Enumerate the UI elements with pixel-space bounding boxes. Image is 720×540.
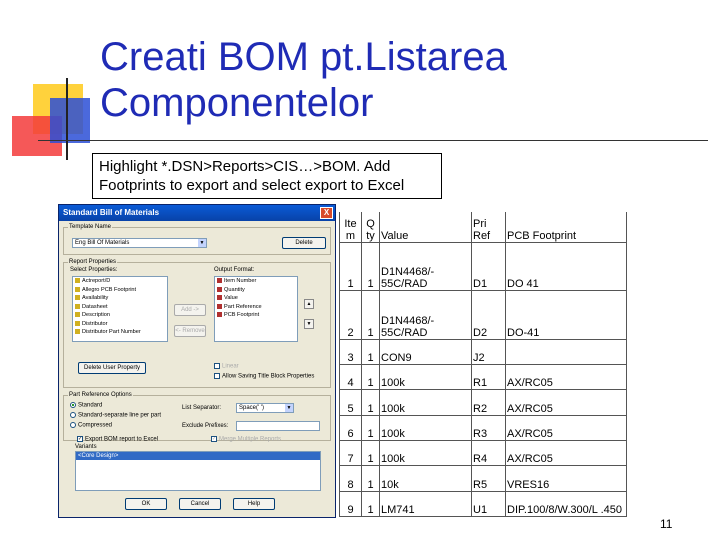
cell-item: 3 [340, 339, 362, 364]
bom-table [339, 212, 627, 517]
list-item[interactable]: Value [215, 294, 297, 303]
col-pcb-footprint: PCB Footprint [506, 212, 627, 242]
checkbox-icon [214, 363, 220, 369]
move-down-icon[interactable]: ▼ [304, 319, 314, 329]
cell-footprint: AX/RC05 [506, 415, 627, 440]
col-item: Ite m [340, 212, 362, 242]
decor-blue-square [50, 98, 90, 143]
chevron-down-icon: ▼ [199, 240, 205, 246]
cell-qty: 1 [362, 365, 380, 390]
property-icon [75, 278, 80, 283]
cell-value: 100k [380, 365, 472, 390]
table-row [340, 390, 627, 415]
cell-item: 8 [340, 466, 362, 491]
select-properties-label: Select Properties: [70, 267, 118, 273]
table-row [340, 466, 627, 491]
cell-item: 7 [340, 441, 362, 466]
close-icon[interactable]: X [320, 207, 333, 219]
cell-footprint: DO 41 [506, 242, 627, 291]
list-item[interactable]: Part Reference [215, 303, 297, 312]
dialog-titlebar [59, 205, 335, 221]
cell-footprint: AX/RC05 [506, 441, 627, 466]
property-icon [217, 278, 222, 283]
cell-part-ref: R3 [472, 415, 506, 440]
template-dropdown[interactable] [72, 238, 207, 248]
cancel-button[interactable]: Cancel [179, 498, 221, 510]
cell-item: 4 [340, 365, 362, 390]
list-item[interactable]: Quantity [215, 286, 297, 295]
cell-value: D1N4468/- 55C/RAD [380, 242, 472, 291]
cell-qty: 1 [362, 339, 380, 364]
cell-footprint: VRES16 [506, 466, 627, 491]
template-value: Eng Bill Of Materials [75, 240, 130, 246]
list-item[interactable]: PCB Footprint [215, 311, 297, 320]
property-icon [75, 295, 80, 300]
list-item[interactable]: Availability [73, 294, 167, 303]
cell-qty: 1 [362, 390, 380, 415]
list-separator-label: List Separator: [182, 405, 222, 411]
radio-icon [70, 412, 76, 418]
cell-value: 100k [380, 441, 472, 466]
cell-item: 1 [340, 242, 362, 291]
properties-list[interactable] [72, 276, 168, 342]
radio-standard[interactable]: Standard [70, 402, 102, 409]
table-row [340, 339, 627, 364]
template-name-label: Template Name [69, 224, 112, 230]
cell-item: 6 [340, 415, 362, 440]
list-item[interactable]: Item Number [215, 277, 297, 286]
property-icon [217, 287, 222, 292]
merge-reports-checkbox[interactable]: ✓ Merge Multiple Reports [212, 436, 282, 443]
checkbox-icon [214, 373, 220, 379]
cell-value: D1N4468/- 55C/RAD [380, 291, 472, 340]
property-icon [75, 329, 80, 334]
cell-part-ref: J2 [472, 339, 506, 364]
cell-part-ref: D1 [472, 242, 506, 291]
list-item[interactable]: Distributor Part Number [73, 328, 167, 337]
col-value: Value [380, 212, 472, 242]
cell-item: 2 [340, 291, 362, 340]
table-row [340, 291, 627, 340]
decor-horizontal-rule [38, 140, 708, 141]
instruction-callout: Highlight *.DSN>Reports>CIS…>BOM. Add Footprints to export and select export to Excel [92, 153, 442, 199]
output-format-label: Output Format: [214, 267, 255, 273]
dialog-title: Standard Bill of Materials [63, 208, 160, 217]
bom-dialog [58, 204, 336, 518]
radio-separate-line[interactable]: Standard-separate line per part [70, 412, 161, 419]
table-row [340, 365, 627, 390]
allow-saving-checkbox[interactable]: Allow Saving Title Block Properties [214, 373, 314, 380]
move-up-icon[interactable]: ▲ [304, 299, 314, 309]
cell-value: LM741 [380, 491, 472, 516]
remove-button[interactable]: <- Remove [174, 325, 206, 337]
export-excel-checkbox[interactable]: ✓ Export BOM report to Excel [78, 436, 159, 443]
cell-value: 100k [380, 390, 472, 415]
property-icon [75, 287, 80, 292]
cell-part-ref: R4 [472, 441, 506, 466]
table-header-row [340, 212, 627, 242]
list-item[interactable]: Description [73, 311, 167, 320]
cell-part-ref: R1 [472, 365, 506, 390]
cell-value: 10k [380, 466, 472, 491]
list-item[interactable]: Distributor [73, 320, 167, 329]
delete-button[interactable]: Delete [282, 237, 326, 249]
cell-qty: 1 [362, 466, 380, 491]
part-reference-options-group [63, 392, 331, 441]
linear-checkbox[interactable]: Linear [214, 363, 239, 370]
cell-qty: 1 [362, 491, 380, 516]
cell-footprint: AX/RC05 [506, 390, 627, 415]
cell-footprint: DIP.100/8/W.300/L .450 [506, 491, 627, 516]
variants-label: Variants [75, 444, 97, 450]
cell-item: 5 [340, 390, 362, 415]
cell-part-ref: U1 [472, 491, 506, 516]
property-icon [217, 295, 222, 300]
list-item[interactable]: Datasheet [73, 303, 167, 312]
list-separator-dropdown[interactable] [236, 403, 294, 413]
cell-qty: 1 [362, 415, 380, 440]
table-row [340, 441, 627, 466]
radio-icon [70, 422, 76, 428]
part-reference-options-label: Part Reference Options [69, 392, 132, 398]
table-row [340, 242, 627, 291]
property-icon [75, 312, 80, 317]
cell-part-ref: R2 [472, 390, 506, 415]
property-icon [217, 312, 222, 317]
cell-qty: 1 [362, 441, 380, 466]
check-icon: ✓ [78, 436, 83, 442]
radio-compressed[interactable]: Compressed [70, 422, 112, 429]
cell-value: CON9 [380, 339, 472, 364]
template-group [63, 224, 331, 255]
variant-item-selected[interactable]: <Core Design> [76, 452, 320, 460]
decor-vertical-line [66, 78, 68, 160]
radio-icon [70, 402, 76, 408]
property-icon [75, 304, 80, 309]
cell-part-ref: D2 [472, 291, 506, 340]
col-part-ref: Pri Ref [472, 212, 506, 242]
page-number: 11 [660, 517, 673, 531]
delete-user-property-button[interactable]: Delete User Property [78, 362, 146, 374]
list-separator-value: Space(' ') [239, 405, 264, 411]
table-row [340, 415, 627, 440]
cell-qty: 1 [362, 242, 380, 291]
list-item[interactable]: Allegro PCB Footprint [73, 286, 167, 295]
cell-footprint: DO-41 [506, 291, 627, 340]
table-row [340, 491, 627, 516]
cell-footprint [506, 339, 627, 364]
cell-qty: 1 [362, 291, 380, 340]
report-properties-label: Report Properties [69, 259, 117, 265]
chevron-down-icon: ▼ [286, 405, 292, 411]
variants-list[interactable] [75, 451, 321, 491]
ok-button[interactable]: OK [125, 498, 167, 510]
check-icon: ✓ [212, 436, 217, 442]
help-button[interactable]: Help [233, 498, 275, 510]
list-item[interactable]: Actreport/D [73, 277, 167, 286]
slide-title: Creati BOM pt.Listarea Componentelor [100, 35, 507, 125]
exclude-prefixes-input[interactable] [236, 421, 320, 431]
property-icon [217, 304, 222, 309]
cell-item: 9 [340, 491, 362, 516]
property-icon [75, 321, 80, 326]
add-button[interactable]: Add -> [174, 304, 206, 316]
cell-footprint: AX/RC05 [506, 365, 627, 390]
report-properties-group [63, 259, 331, 388]
col-qty: Q ty [362, 212, 380, 242]
exclude-prefixes-label: Exclude Prefixes: [182, 423, 229, 429]
output-format-list[interactable] [214, 276, 298, 342]
cell-part-ref: R5 [472, 466, 506, 491]
cell-value: 100k [380, 415, 472, 440]
